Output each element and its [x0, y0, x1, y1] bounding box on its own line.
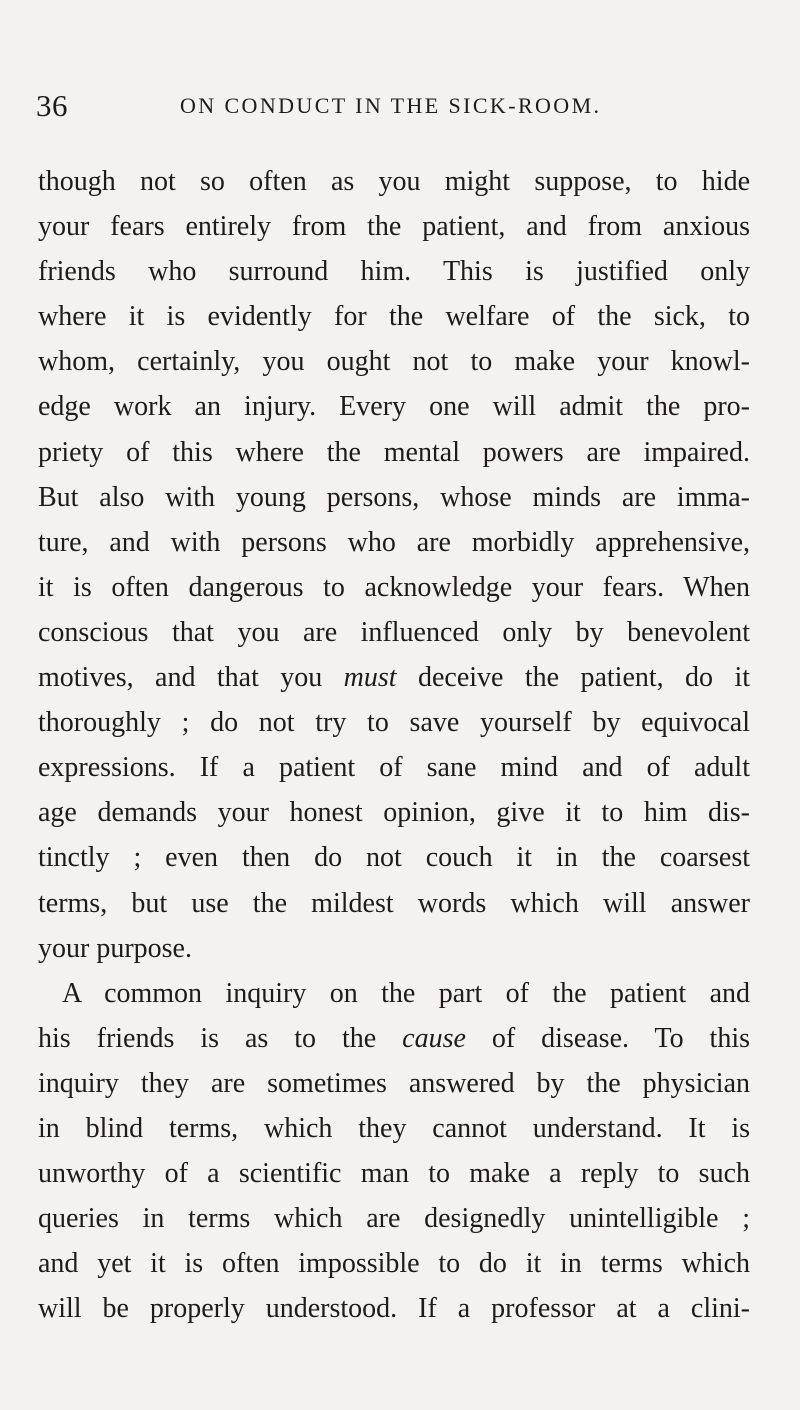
text-segment: motives, and that you: [38, 662, 344, 694]
text-line-5: whom, certainly, you ought not to make your knowl-: [38, 346, 750, 378]
text-segment: of disease. To this: [465, 1022, 750, 1054]
text-segment: deceive the patient, do it: [396, 662, 751, 694]
text-line-14: expressions. If a patient of sane mind and of adult: [38, 752, 750, 784]
text-segment: his friends is as to the: [38, 1022, 403, 1054]
running-title: ON CONDUCT IN THE SICK-ROOM.: [180, 93, 602, 118]
text-line-25: and yet it is often impossible to do it in terms which: [38, 1248, 750, 1280]
text-line-23: unworthy of a scientific man to make a reply to such: [38, 1158, 750, 1190]
text-line-20: [38, 1016, 750, 1061]
text-line-1: though not so often as you might suppose, to hide: [38, 166, 750, 197]
text-line-7: priety of this where the mental powers are impaired.: [38, 436, 750, 468]
text-line-15: age demands your honest opinion, give it to him dis-: [38, 797, 750, 829]
text-line-8: But also with young persons, whose minds are imma-: [38, 481, 750, 513]
text-line-16: tinctly ; even then do not couch it in the coarsest: [38, 842, 750, 874]
text-line-24: queries in terms which are designedly unintelligible ;: [38, 1203, 750, 1235]
text-line-2: your fears entirely from the patient, and from anxious: [38, 211, 750, 243]
text-line-13: thoroughly ; do not try to save yourself by equivocal: [38, 707, 750, 739]
text-line-12: [38, 655, 750, 700]
text-line-22: in blind terms, which they cannot understand. It is: [38, 1112, 750, 1144]
text-line-10: it is often dangerous to acknowledge your fears. When: [38, 571, 750, 603]
text-line-18: your purpose.: [38, 932, 192, 964]
running-head: [36, 86, 756, 126]
text-line-9: ture, and with persons who are morbidly apprehensive,: [38, 526, 750, 558]
text-line-3: friends who surround him. This is justified only: [38, 256, 750, 288]
text-line-17: terms, but use the mildest words which will answer: [38, 887, 750, 919]
text-line-21: inquiry they are sometimes answered by the physician: [38, 1067, 750, 1099]
page-number: 36: [36, 88, 68, 123]
text-line-26: will be properly understood. If a professor at a clini-: [38, 1293, 750, 1325]
italic-emphasis: cause: [402, 1022, 466, 1054]
text-line-4: where it is evidently for the welfare of the sick, to: [38, 301, 750, 333]
body-text: [38, 159, 750, 1331]
text-line-11: conscious that you are influenced only by benevolent: [38, 616, 750, 648]
italic-emphasis: must: [343, 662, 397, 694]
text-line-19: A common inquiry on the part of the patient and: [62, 977, 750, 1009]
text-line-6: edge work an injury. Every one will admit the pro-: [38, 391, 750, 423]
